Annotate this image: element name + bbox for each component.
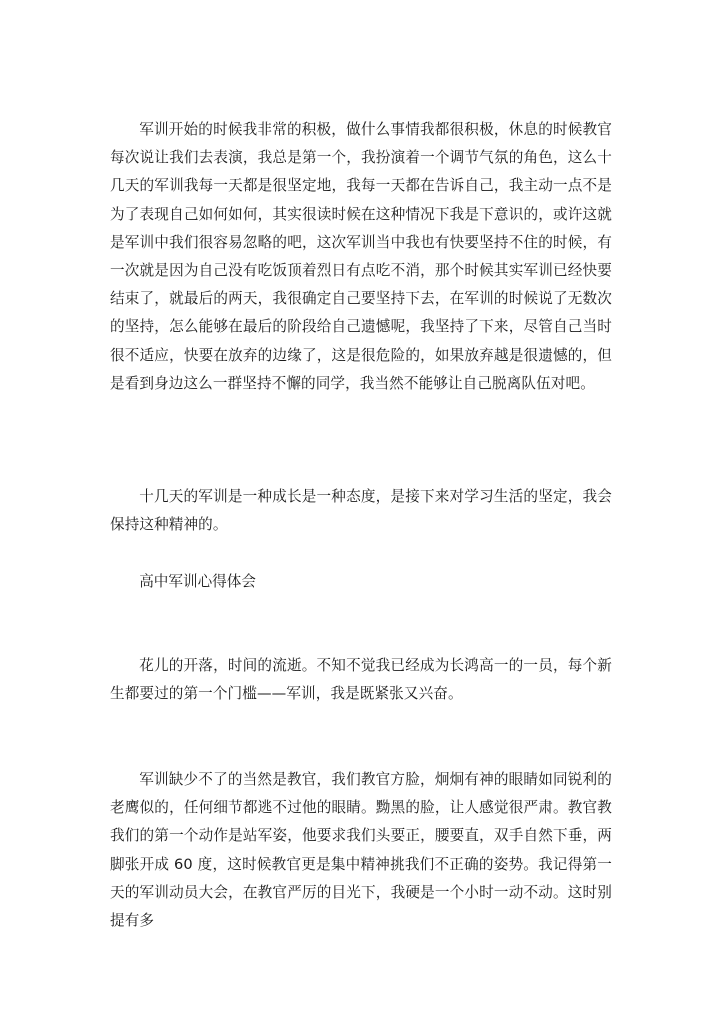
paragraph-2: 十几天的军训是一种成长是一种态度，是接下来对学习生活的坚定，我会保持这种精神的。 [110,488,612,534]
section-title: 高中军训心得体会 [139,573,256,590]
paragraph-1: 军训开始的时候我非常的积极，做什么事情我都很积极，休息的时候教官每次说让我们去表演，我总是第一个，我扮演着一个调节气氛的角色，这么十几天的军训我每一天都是很坚定地，我每一天都在告诉自己，我主动一点不是为了表现自己如何如何，其实很读时候在这种情况下我是下意识的，或许这就是军训中我们很容易忽略的吧，这次军训当中我也有快要坚持不住的时候，有一次就是因为自己没有吃饭顶着烈日有点吃不消，那个时候其实军训已经快要结束了，就最后的两天，我很确定自己要坚持下去，在军训的时候说了无数次的坚持，怎么能够在最后的阶段给自己遗憾呢，我坚持了下来，尽管自己当时很不适应，快要在放弃的边缘了，这是很危险的，如果放弃越是很遗憾的，但是看到身边这么一群坚持不懈的同学，我当然不能够让自己脱离队伍对吧。 [110,121,612,392]
paragraph-4: 军训缺少不了的当然是教官，我们教官方脸，炯炯有神的眼睛如同锐利的老鹰似的，任何细节都逃不过他的眼睛。黝黑的脸，让人感觉很严肃。教官教我们的第一个动作是站军姿，他要求我们头要正，腰要直，双手自然下垂，两脚张开成 60 度，这时候教官更是集中精神挑我们不正确的姿势。我记得第一天的军训动员大会，在教官严厉的目光下，我硬是一个小时一动不动。这时别提有多 [110,771,612,930]
paragraph-3: 花儿的开落，时间的流逝。不知不觉我已经成为长鸿高一的一员，每个新生都要过的第一个门槛——军训，我是既紧张又兴奋。 [110,657,612,703]
